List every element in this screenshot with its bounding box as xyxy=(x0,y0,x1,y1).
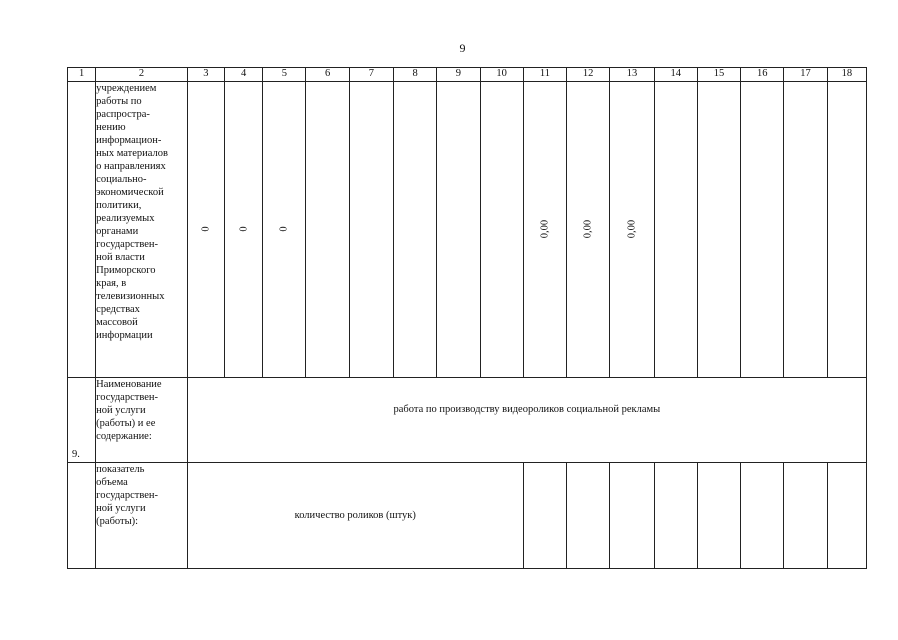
description-line: ной услуги xyxy=(96,503,146,514)
column-header: 7 xyxy=(349,68,393,82)
cell-value: 0,00 xyxy=(626,219,638,239)
column-header: 16 xyxy=(741,68,784,82)
description-line: массовой xyxy=(96,317,138,328)
column-header: 3 xyxy=(187,68,224,82)
description-line: государствен- xyxy=(96,392,159,403)
table-row xyxy=(68,378,867,463)
column-header: 2 xyxy=(96,68,188,82)
value-cell xyxy=(393,82,436,378)
value-cell xyxy=(187,82,224,378)
description-line: государствен- xyxy=(96,239,159,250)
description-cell xyxy=(96,82,188,378)
column-number-row xyxy=(68,68,867,82)
service-content-cell xyxy=(187,378,866,463)
column-header: 10 xyxy=(480,68,523,82)
description-line: объема xyxy=(96,477,128,488)
description-line: органами xyxy=(96,226,139,237)
row-number-cell xyxy=(68,378,96,463)
cell-value: 0,00 xyxy=(539,219,551,239)
column-header: 4 xyxy=(224,68,262,82)
description-line: показатель xyxy=(96,464,145,475)
column-header: 11 xyxy=(523,68,566,82)
value-cell xyxy=(654,82,697,378)
cell-value: 0 xyxy=(238,226,250,232)
description-cell xyxy=(96,463,188,569)
value-cell xyxy=(697,82,740,378)
volume-indicator-cell xyxy=(187,463,523,569)
description-line: распростра- xyxy=(96,109,150,120)
description-line: (работы) и ее xyxy=(96,418,156,429)
column-header: 5 xyxy=(263,68,306,82)
volume-indicator: количество роликов (штук) xyxy=(294,510,416,521)
column-header: 1 xyxy=(68,68,96,82)
description-line: ной услуги xyxy=(96,405,146,416)
description-line: края, в xyxy=(96,278,127,289)
value-cell xyxy=(610,82,654,378)
cell-value: 0,00 xyxy=(582,219,594,239)
value-cell xyxy=(567,463,610,569)
description-line: учреждением xyxy=(96,83,157,94)
value-cell xyxy=(349,82,393,378)
description-line: (работы): xyxy=(96,516,139,527)
value-cell xyxy=(784,463,827,569)
description-line: Наименование xyxy=(96,379,162,390)
value-cell xyxy=(610,463,654,569)
cell-value: 0 xyxy=(278,226,290,232)
description-line: государствен- xyxy=(96,490,159,501)
column-header: 13 xyxy=(610,68,654,82)
value-cell xyxy=(654,463,697,569)
column-header: 15 xyxy=(697,68,740,82)
cell-value: 0 xyxy=(200,226,212,232)
value-cell xyxy=(741,463,784,569)
description-line: социально- xyxy=(96,174,147,185)
value-cell xyxy=(306,82,349,378)
description-line: о направлениях xyxy=(96,161,166,172)
description-line: политики, xyxy=(96,200,142,211)
column-header: 12 xyxy=(567,68,610,82)
value-cell xyxy=(741,82,784,378)
description-line: работы по xyxy=(96,96,142,107)
value-cell xyxy=(263,82,306,378)
column-header: 6 xyxy=(306,68,349,82)
row-number-cell xyxy=(68,82,96,378)
description-line: Приморского xyxy=(96,265,156,276)
column-header: 14 xyxy=(654,68,697,82)
value-cell xyxy=(224,82,262,378)
plan-table xyxy=(67,67,867,569)
description-line: ных материалов xyxy=(96,148,169,159)
description-line: информацион- xyxy=(96,135,162,146)
description-line: телевизионных xyxy=(96,291,165,302)
description-line: экономической xyxy=(96,187,164,198)
service-content: работа по производству видеороликов социальной рекламы xyxy=(393,403,661,415)
description-line: нению xyxy=(96,122,126,133)
description-line: реализуемых xyxy=(96,213,155,224)
value-cell xyxy=(784,82,827,378)
page-number: 9 xyxy=(459,41,466,55)
description-line: информации xyxy=(96,330,153,341)
row-number-cell xyxy=(68,463,96,569)
description-line: средствах xyxy=(96,304,140,315)
value-cell xyxy=(827,463,866,569)
column-header: 17 xyxy=(784,68,827,82)
value-cell xyxy=(567,82,610,378)
column-header: 8 xyxy=(393,68,436,82)
value-cell xyxy=(523,463,566,569)
description-line: ной власти xyxy=(96,252,145,263)
table-row xyxy=(68,82,867,378)
column-header: 18 xyxy=(827,68,866,82)
value-cell xyxy=(480,82,523,378)
value-cell xyxy=(437,82,480,378)
row-number: 9. xyxy=(72,449,80,460)
value-cell xyxy=(827,82,866,378)
description-line: содержание: xyxy=(96,431,152,442)
value-cell xyxy=(697,463,740,569)
description-cell xyxy=(96,378,188,463)
table-row xyxy=(68,463,867,569)
value-cell xyxy=(523,82,566,378)
column-header: 9 xyxy=(437,68,480,82)
